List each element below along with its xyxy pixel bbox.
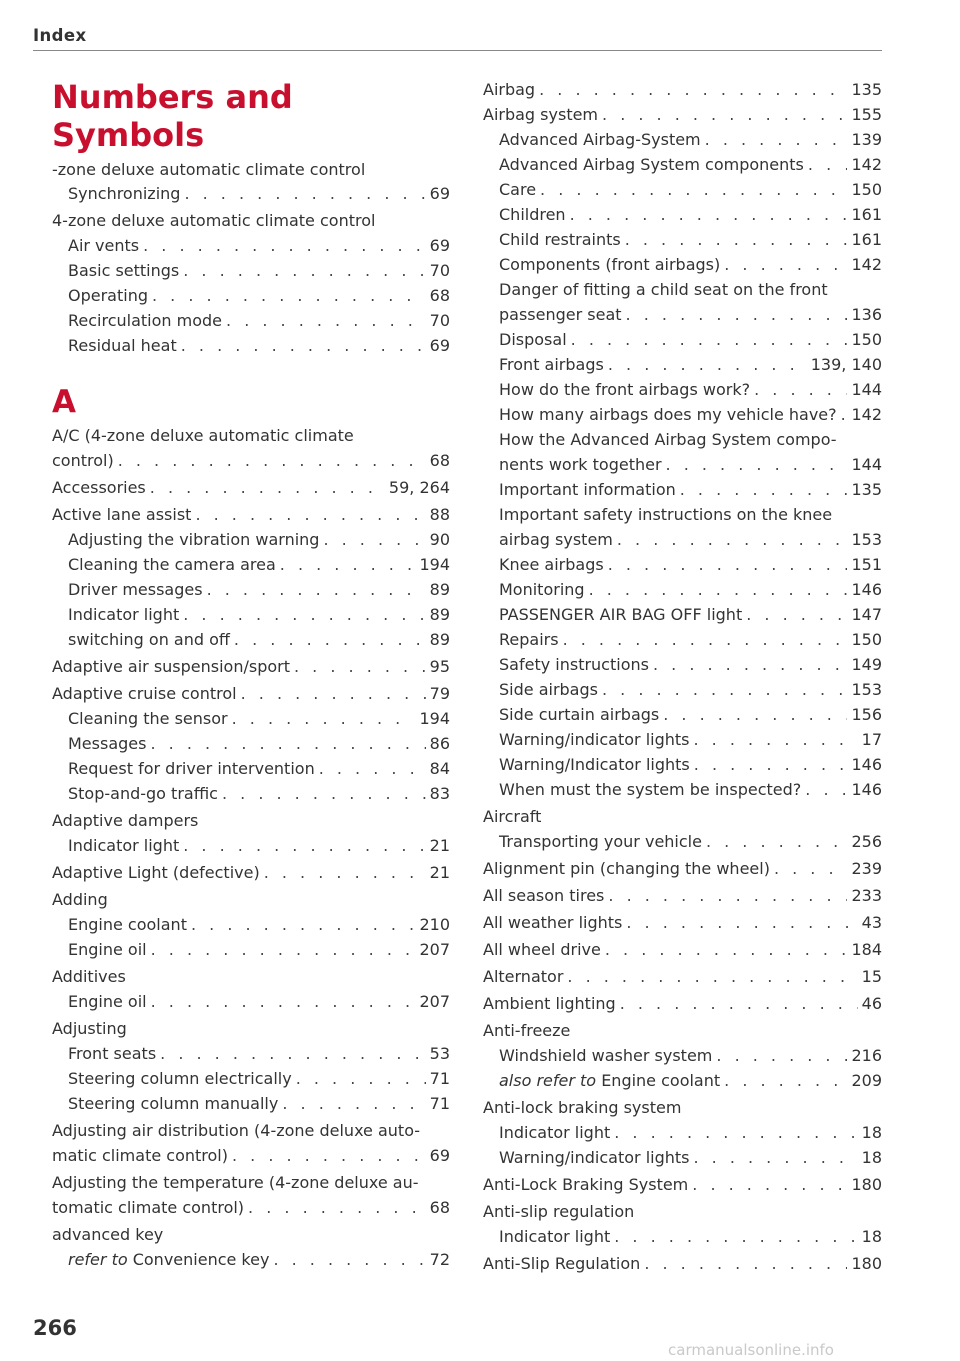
index-subentry: Monitoring . . . 146 bbox=[499, 578, 882, 602]
index-subentry: Steering column manually . . . 71 bbox=[68, 1092, 450, 1116]
page-number: 266 bbox=[33, 1316, 77, 1340]
index-subentry: Adjusting the vibration warning . . . 90 bbox=[68, 528, 450, 552]
index-entry: Adaptive Light (defective) . . . 21 bbox=[52, 861, 450, 885]
index-subentry: Child restraints . . . 161 bbox=[499, 228, 882, 252]
index-entry: -zone deluxe automatic climate control bbox=[52, 160, 366, 179]
crossref-prefix: refer to bbox=[68, 1250, 128, 1269]
header-rule bbox=[33, 50, 882, 51]
index-entry: Accessories . . . 59, 264 bbox=[52, 476, 450, 500]
index-entry: A/C (4-zone deluxe automatic climate bbox=[52, 426, 354, 445]
index-subentry: Front airbags . . . 139, 140 bbox=[499, 353, 882, 377]
index-subentry: Danger of fitting a child seat on the front bbox=[499, 280, 828, 299]
index-entry: Alignment pin (changing the wheel) . . . 239 bbox=[483, 857, 882, 881]
index-subentry: switching on and off . . . 89 bbox=[68, 628, 450, 652]
index-entry: Anti-Lock Braking System . . . 180 bbox=[483, 1173, 882, 1197]
section-heading-numbers-line2: Symbols bbox=[52, 116, 205, 154]
index-subentry: Driver messages . . . 89 bbox=[68, 578, 450, 602]
index-subentry: Transporting your vehicle . . . 256 bbox=[499, 830, 882, 854]
index-subentry: passenger seat . . . 136 bbox=[499, 303, 882, 327]
index-subentry: Advanced Airbag-System . . . 139 bbox=[499, 128, 882, 152]
index-subentry: When must the system be inspected? . . . 146 bbox=[499, 778, 882, 802]
index-entry: tomatic climate control) . . . 68 bbox=[52, 1196, 450, 1220]
index-subentry: Advanced Airbag System components . . . 142 bbox=[499, 153, 882, 177]
index-subentry: Indicator light . . . 18 bbox=[499, 1225, 882, 1249]
index-subentry: Warning/Indicator lights . . . 146 bbox=[499, 753, 882, 777]
index-subentry: How the Advanced Airbag System compo- bbox=[499, 430, 837, 449]
index-subentry: PASSENGER AIR BAG OFF light . . . 147 bbox=[499, 603, 882, 627]
crossref-prefix: also refer to bbox=[499, 1071, 597, 1090]
index-subentry: Synchronizing . . . 69 bbox=[68, 182, 450, 206]
index-subentry: Indicator light . . . 21 bbox=[68, 834, 450, 858]
index-entry: Ambient lighting . . . 46 bbox=[483, 992, 882, 1016]
index-subentry: Request for driver intervention . . . 84 bbox=[68, 757, 450, 781]
index-subentry: Engine coolant . . . 210 bbox=[68, 913, 450, 937]
index-entry: Additives bbox=[52, 967, 126, 986]
index-subentry: Warning/indicator lights . . . 17 bbox=[499, 728, 882, 752]
index-entry: 4-zone deluxe automatic climate control bbox=[52, 211, 376, 230]
watermark: carmanualsonline.info bbox=[668, 1341, 834, 1359]
index-subentry: Care . . . 150 bbox=[499, 178, 882, 202]
index-subentry: Messages . . . 86 bbox=[68, 732, 450, 756]
index-entry: matic climate control) . . . 69 bbox=[52, 1144, 450, 1168]
index-subentry-crossref: refer to Convenience key . . . 72 bbox=[68, 1248, 450, 1272]
index-subentry: Warning/indicator lights . . . 18 bbox=[499, 1146, 882, 1170]
index-entry: Adaptive cruise control . . . 79 bbox=[52, 682, 450, 706]
index-entry: Aircraft bbox=[483, 807, 542, 826]
index-entry: All weather lights . . . 43 bbox=[483, 911, 882, 935]
index-subentry: Windshield washer system . . . 216 bbox=[499, 1044, 882, 1068]
index-entry: Adjusting air distribution (4-zone deluxe auto- bbox=[52, 1121, 421, 1140]
index-subentry: Knee airbags . . . 151 bbox=[499, 553, 882, 577]
index-subentry-crossref: also refer to Engine coolant . . . 209 bbox=[499, 1069, 882, 1093]
index-entry: All season tires . . . 233 bbox=[483, 884, 882, 908]
index-entry: Active lane assist . . . 88 bbox=[52, 503, 450, 527]
index-subentry: Front seats . . . 53 bbox=[68, 1042, 450, 1066]
running-header: Index bbox=[33, 26, 87, 45]
index-subentry: How many airbags does my vehicle have? . . . 142 bbox=[499, 403, 882, 427]
index-subentry: Engine oil . . . 207 bbox=[68, 990, 450, 1014]
index-subentry: Engine oil . . . 207 bbox=[68, 938, 450, 962]
index-entry: Anti-freeze bbox=[483, 1021, 571, 1040]
index-subentry: Components (front airbags) . . . 142 bbox=[499, 253, 882, 277]
index-entry: Adjusting bbox=[52, 1019, 127, 1038]
index-subentry: Steering column electrically . . . 71 bbox=[68, 1067, 450, 1091]
index-subentry: How do the front airbags work? . . . 144 bbox=[499, 378, 882, 402]
index-entry: control) . . . 68 bbox=[52, 449, 450, 473]
index-entry: Anti-lock braking system bbox=[483, 1098, 682, 1117]
index-subentry: Air vents . . . 69 bbox=[68, 234, 450, 258]
index-subentry: Safety instructions . . . 149 bbox=[499, 653, 882, 677]
index-entry: Adjusting the temperature (4-zone deluxe au- bbox=[52, 1173, 419, 1192]
index-subentry: Important safety instructions on the knee bbox=[499, 505, 833, 524]
index-entry: Airbag system . . . 155 bbox=[483, 103, 882, 127]
index-subentry: Indicator light . . . 89 bbox=[68, 603, 450, 627]
index-entry: Anti-slip regulation bbox=[483, 1202, 635, 1221]
index-entry: Alternator . . . 15 bbox=[483, 965, 882, 989]
index-subentry: Repairs . . . 150 bbox=[499, 628, 882, 652]
index-entry: Adaptive dampers bbox=[52, 811, 199, 830]
index-subentry: Recirculation mode . . . 70 bbox=[68, 309, 450, 333]
section-heading-a: A bbox=[52, 384, 76, 420]
index-entry: Adaptive air suspension/sport . . . 95 bbox=[52, 655, 450, 679]
index-subentry: Basic settings . . . 70 bbox=[68, 259, 450, 283]
index-subentry: Side curtain airbags . . . 156 bbox=[499, 703, 882, 727]
index-subentry: Children . . . 161 bbox=[499, 203, 882, 227]
index-entry: Adding bbox=[52, 890, 108, 909]
index-subentry: Side airbags . . . 153 bbox=[499, 678, 882, 702]
index-subentry: nents work together . . . 144 bbox=[499, 453, 882, 477]
index-subentry: Stop-and-go traffic . . . 83 bbox=[68, 782, 450, 806]
index-subentry: Important information . . . 135 bbox=[499, 478, 882, 502]
index-subentry: airbag system . . . 153 bbox=[499, 528, 882, 552]
index-subentry: Disposal . . . 150 bbox=[499, 328, 882, 352]
index-subentry: Indicator light . . . 18 bbox=[499, 1121, 882, 1145]
index-entry: Airbag . . . 135 bbox=[483, 78, 882, 102]
index-subentry: Residual heat . . . 69 bbox=[68, 334, 450, 358]
section-heading-numbers-line1: Numbers and bbox=[52, 78, 293, 116]
index-entry: advanced key bbox=[52, 1225, 164, 1244]
index-subentry: Cleaning the camera area . . . 194 bbox=[68, 553, 450, 577]
index-subentry: Cleaning the sensor . . . 194 bbox=[68, 707, 450, 731]
index-entry: Anti-Slip Regulation . . . 180 bbox=[483, 1252, 882, 1276]
index-subentry: Operating . . . 68 bbox=[68, 284, 450, 308]
index-entry: All wheel drive . . . 184 bbox=[483, 938, 882, 962]
